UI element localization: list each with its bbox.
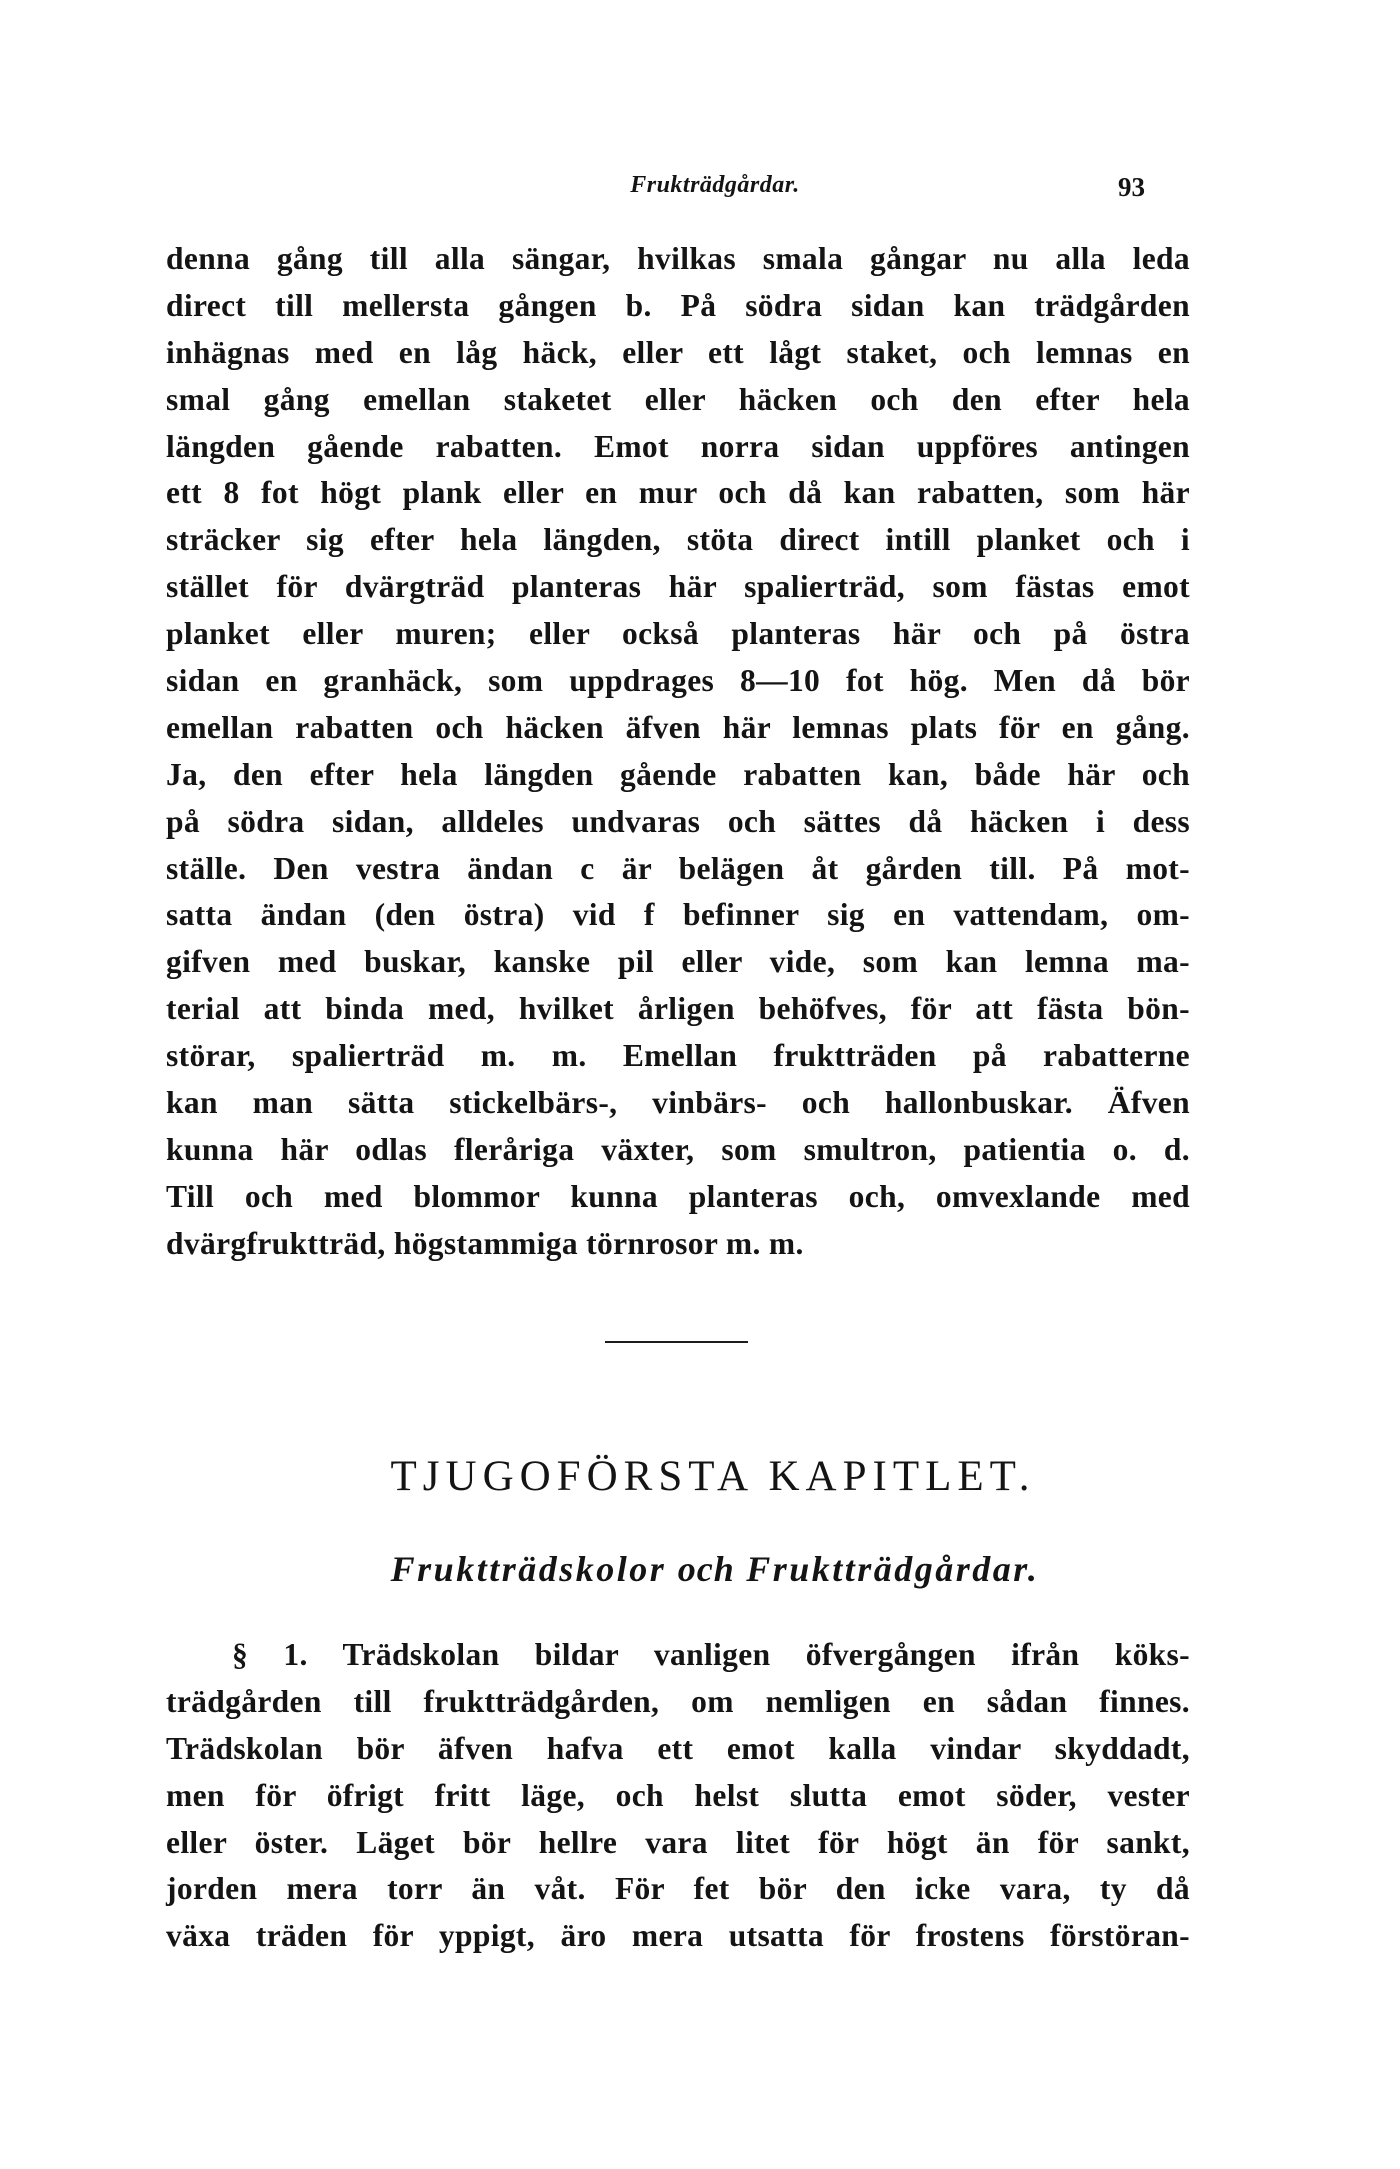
- text-line: emellan rabatten och häcken äfven här lemnas plats för en gång.: [166, 709, 1190, 745]
- text-line: längden gående rabatten. Emot norra sidan uppföres antingen: [166, 428, 1190, 464]
- text-line: ett 8 fot högt plank eller en mur och då kan rabatten, som här: [166, 475, 1190, 511]
- text-line: direct till mellersta gången b. På södra sidan kan trädgården: [166, 287, 1190, 323]
- text-line: smal gång emellan staketet eller häcken och den efter hela: [166, 381, 1190, 417]
- subtitle-part-1: Fruktträdskolor: [390, 1549, 667, 1589]
- text-line: dvärgfruktträd, högstammiga törnrosor m. m.: [166, 1225, 804, 1261]
- chapter-subtitle: [0, 1548, 1400, 1590]
- text-line: Till och med blommor kunna planteras och, omvexlande med: [166, 1178, 1190, 1214]
- subtitle-part-2: Fruktträdgårdar.: [746, 1549, 1040, 1589]
- text-line: satta ändan (den östra) vid f befinner sig en vattendam, om-: [166, 897, 1190, 933]
- text-line: trädgården till fruktträdgården, om nemligen en sådan finnes.: [166, 1683, 1190, 1719]
- text-line: växa träden för yppigt, äro mera utsatta för frostens förstöran-: [166, 1918, 1190, 1954]
- text-line: Ja, den efter hela längden gående rabatten kan, både här och: [166, 756, 1190, 792]
- text-line: kunna här odlas fleråriga växter, som smultron, patientia o. d.: [166, 1131, 1190, 1167]
- running-header: [0, 172, 1400, 212]
- text-line: stället för dvärgträd planteras här spalierträd, som fästas emot: [166, 569, 1190, 605]
- section-divider: [605, 1341, 748, 1343]
- text-line: störar, spalierträd m. m. Emellan fruktträden på rabatterne: [166, 1038, 1190, 1074]
- text-line: men för öfrigt fritt läge, och helst slutta emot söder, vester: [166, 1777, 1190, 1813]
- text-line: sidan en granhäck, som uppdrages 8—10 fot hög. Men då bör: [166, 663, 1190, 699]
- text-line: ställe. Den vestra ändan c är belägen åt gården till. På mot-: [166, 850, 1190, 886]
- text-line: eller öster. Läget bör hellre vara litet för högt än för sankt,: [166, 1824, 1190, 1860]
- text-line: planket eller muren; eller också planteras här och på östra: [166, 616, 1190, 652]
- section-first-line: § 1. Trädskolan bildar vanligen öfvergången ifrån köks-: [232, 1637, 1190, 1672]
- subtitle-conjunction: och: [677, 1549, 735, 1589]
- text-line: jorden mera torr än våt. För fet bör den icke vara, ty då: [166, 1871, 1190, 1907]
- text-line: sträcker sig efter hela längden, stöta direct intill planket och i: [166, 522, 1190, 558]
- text-line: terial att binda med, hvilket årligen behöfves, för att fästa bön-: [166, 991, 1190, 1027]
- page-number: 93: [1118, 172, 1145, 202]
- body-paragraph: [166, 236, 1190, 1268]
- text-line: inhägnas med en låg häck, eller ett lågt staket, och lemnas en: [166, 334, 1190, 370]
- running-title: Frukträdgårdar.: [630, 172, 800, 198]
- text-line: denna gång till alla sängar, hvilkas smala gångar nu alla leda: [166, 241, 1190, 276]
- text-line: [166, 1632, 1190, 1679]
- section-paragraph: [166, 1632, 1190, 1960]
- text-line: på södra sidan, alldeles undvaras och sättes då häcken i dess: [166, 803, 1190, 839]
- text-line: gifven med buskar, kanske pil eller vide, som kan lemna ma-: [166, 944, 1190, 980]
- text-line: Trädskolan bör äfven hafva ett emot kalla vindar skyddadt,: [166, 1730, 1190, 1766]
- text-line: kan man sätta stickelbärs-, vinbärs- och hallonbuskar. Äfven: [166, 1085, 1190, 1121]
- chapter-title: TJUGOFÖRSTA KAPITLET.: [390, 1453, 1036, 1500]
